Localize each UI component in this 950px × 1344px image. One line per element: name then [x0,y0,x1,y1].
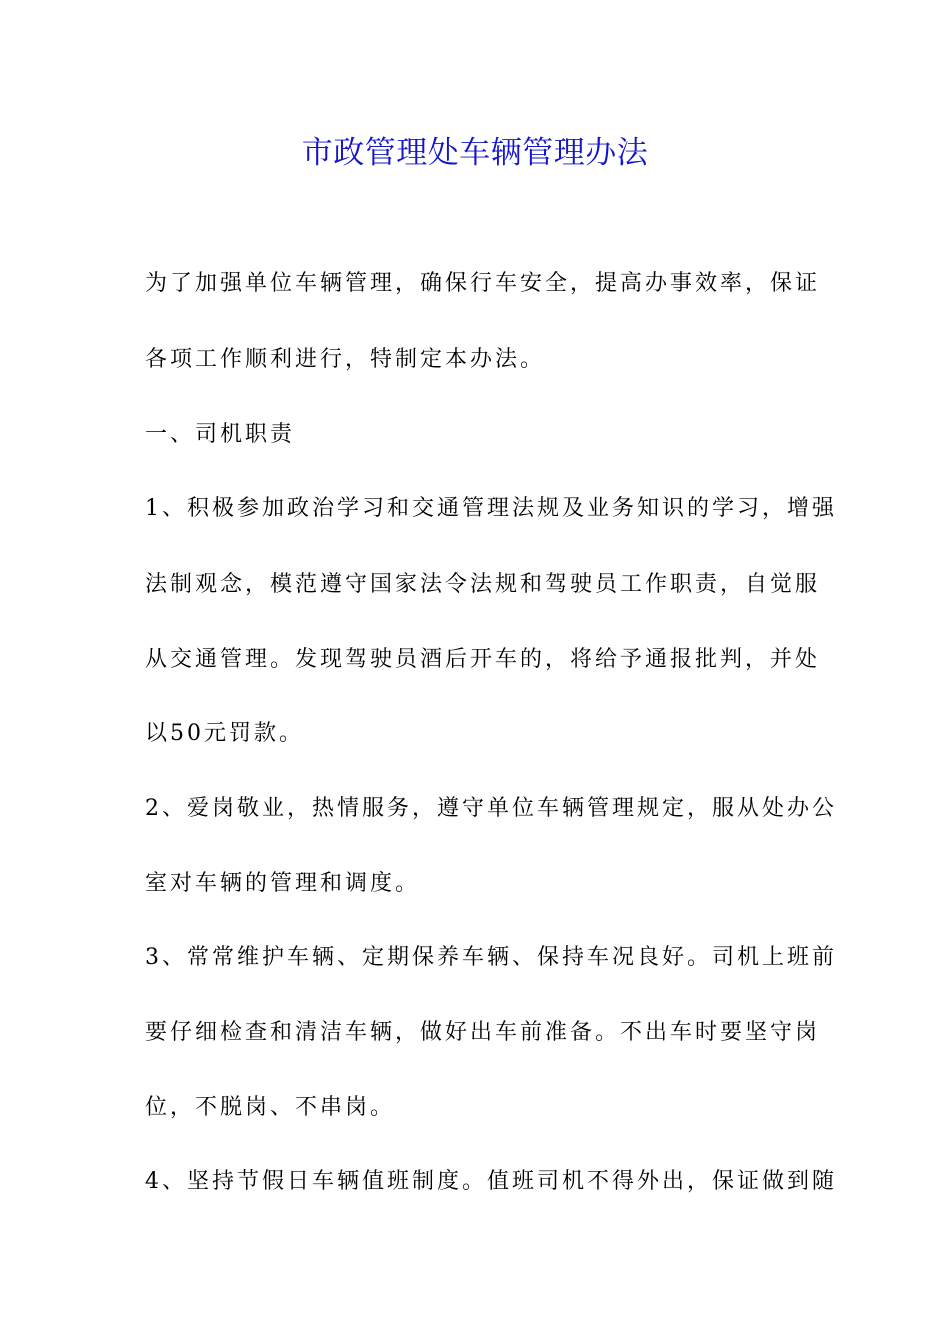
paragraph-line: 室对车辆的管理和调度。 [145,871,421,896]
document-title: 市政管理处车辆管理办法 [301,135,649,171]
paragraph-line: 法制观念，模范遵守国家法令法规和驾驶员工作职责，自觉服 [145,572,821,597]
paragraph-line: 为了加强单位车辆管理，确保行车安全，提高办事效率，保证 [145,271,821,296]
paragraph-line: 4、坚持节假日车辆值班制度。值班司机不得外出，保证做到随 [145,1169,837,1194]
paragraph-line: 3、常常维护车辆、定期保养车辆、保持车况良好。司机上班前 [145,945,837,970]
section-heading: 一、司机职责 [145,422,296,447]
paragraph-line: 1、积极参加政治学习和交通管理法规及业务知识的学习，增强 [145,496,837,521]
paragraph-line: 位，不脱岗、不串岗。 [145,1095,396,1120]
paragraph-line: 要仔细检查和清洁车辆，做好出车前准备。不出车时要坚守岗 [145,1020,821,1045]
paragraph-line: 以50元罚款。 [145,721,304,746]
paragraph-line: 各项工作顺利进行，特制定本办法。 [145,347,546,372]
paragraph-line: 2、爱岗敬业，热情服务，遵守单位车辆管理规定，服从处办公 [145,796,837,821]
paragraph-line: 从交通管理。发现驾驶员酒后开车的，将给予通报批判，并处 [145,647,821,672]
